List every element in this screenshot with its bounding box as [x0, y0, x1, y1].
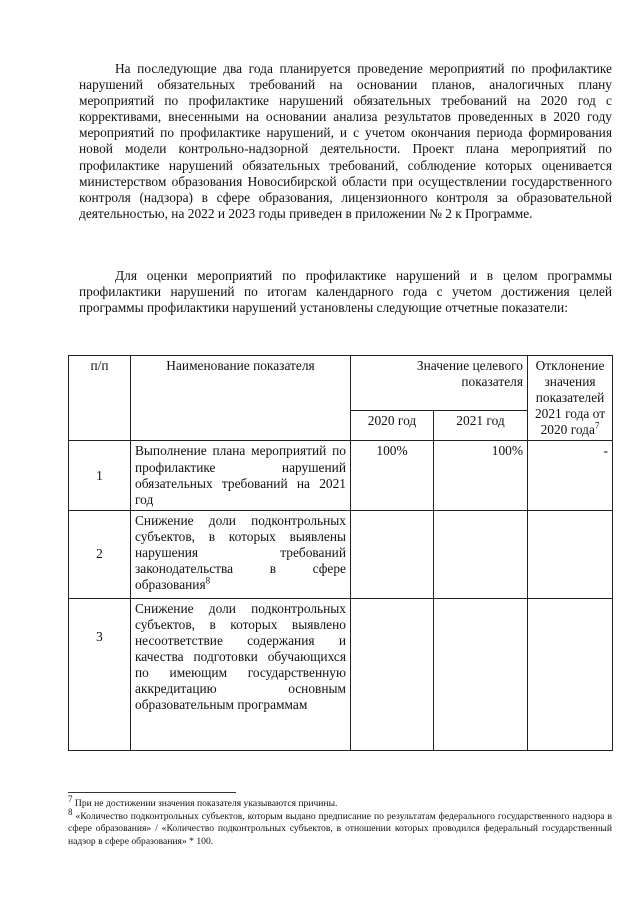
footnote-mark: 8 [68, 807, 73, 818]
footnote-8 [68, 807, 612, 848]
footnote-separator [68, 792, 236, 793]
row-value-2021: 100% [434, 441, 528, 510]
header-num: п/п [69, 356, 131, 441]
row-value-2020 [351, 598, 434, 750]
row-deviation [528, 510, 613, 598]
paragraph-indicators-intro: Для оценки мероприятий по профилактике нарушений и в целом программы профилактики нарушений по итогам календарного года с учетом достижения целей программы профилактики нарушений установлены следующие отчетные показатели: [79, 268, 612, 316]
row-name [131, 510, 351, 598]
table-row [69, 598, 613, 750]
table-row [69, 441, 613, 510]
row-deviation [528, 598, 613, 750]
header-target-value: Значение целевого показателя [351, 356, 528, 411]
footnote-ref-8: 8 [205, 575, 211, 586]
footnote-mark: 7 [68, 793, 73, 804]
table-header-row [69, 356, 613, 411]
row-name: Снижение доли подконтрольных субъектов, в которых выявлено несоответствие содержания и качества подготовки обучающихся по имеющим государственную аккредитацию основным образовательным программам [131, 598, 351, 750]
row-num: 1 [69, 441, 131, 510]
row-deviation: - [528, 441, 613, 510]
row-num: 3 [69, 598, 131, 750]
header-deviation [528, 356, 613, 441]
header-year-2021: 2021 год [434, 410, 528, 441]
indicators-table [68, 355, 613, 751]
row-value-2020 [351, 510, 434, 598]
footnote-text: «Количество подконтрольных субъектов, которым выдано предписание по результатам федерального государственного надзора в сфере образования» / «Количество подконтрольных субъектов, в отношении которых проводился федеральный государственный надзор в сфере образования» * 100. [68, 811, 612, 847]
header-deviation-text: Отклонение значения показателей 2021 года от 2020 года [534, 358, 606, 438]
row-name-text: Снижение доли подконтрольных субъектов, в которых выявлены нарушения требований законодательства в сфере образования [135, 512, 346, 593]
header-name: Наименование показателя [131, 356, 351, 441]
row-value-2020: 100% [351, 441, 434, 510]
row-value-2021 [434, 510, 528, 598]
footnote-text: При не достижении значения показателя указываются причины. [74, 798, 338, 809]
row-value-2021 [434, 598, 528, 750]
footnotes [68, 793, 612, 849]
paragraph-plans: На последующие два года планируется проведение мероприятий по профилактике нарушений обязательных требований на основании планов, аналогичных плану мероприятий по профилактике нарушений обязательных требований на 2020 год с коррективами, внесенными на основании анализа результатов проведенных в 2020 году мероприятий по профилактике нарушений, и с учетом окончания периода формирования новой модели контрольно-надзорной деятельности. Проект плана мероприятий по профилактике нарушений обязательных требований, соблюдение которых оценивается министерством образования Новосибирской области при осуществлении государственного контроля (надзора) в сфере образования, лицензионного контроля за образовательной деятельностью, на 2022 и 2023 годы приведен в приложении № 2 к Программе. [79, 61, 612, 221]
table-row [69, 510, 613, 598]
footnote-7 [68, 793, 612, 810]
footnote-ref-7: 7 [594, 420, 600, 431]
row-num: 2 [69, 510, 131, 598]
row-name: Выполнение плана мероприятий по профилактике нарушений обязательных требований на 2021 год [131, 441, 351, 510]
header-year-2020: 2020 год [351, 410, 434, 441]
